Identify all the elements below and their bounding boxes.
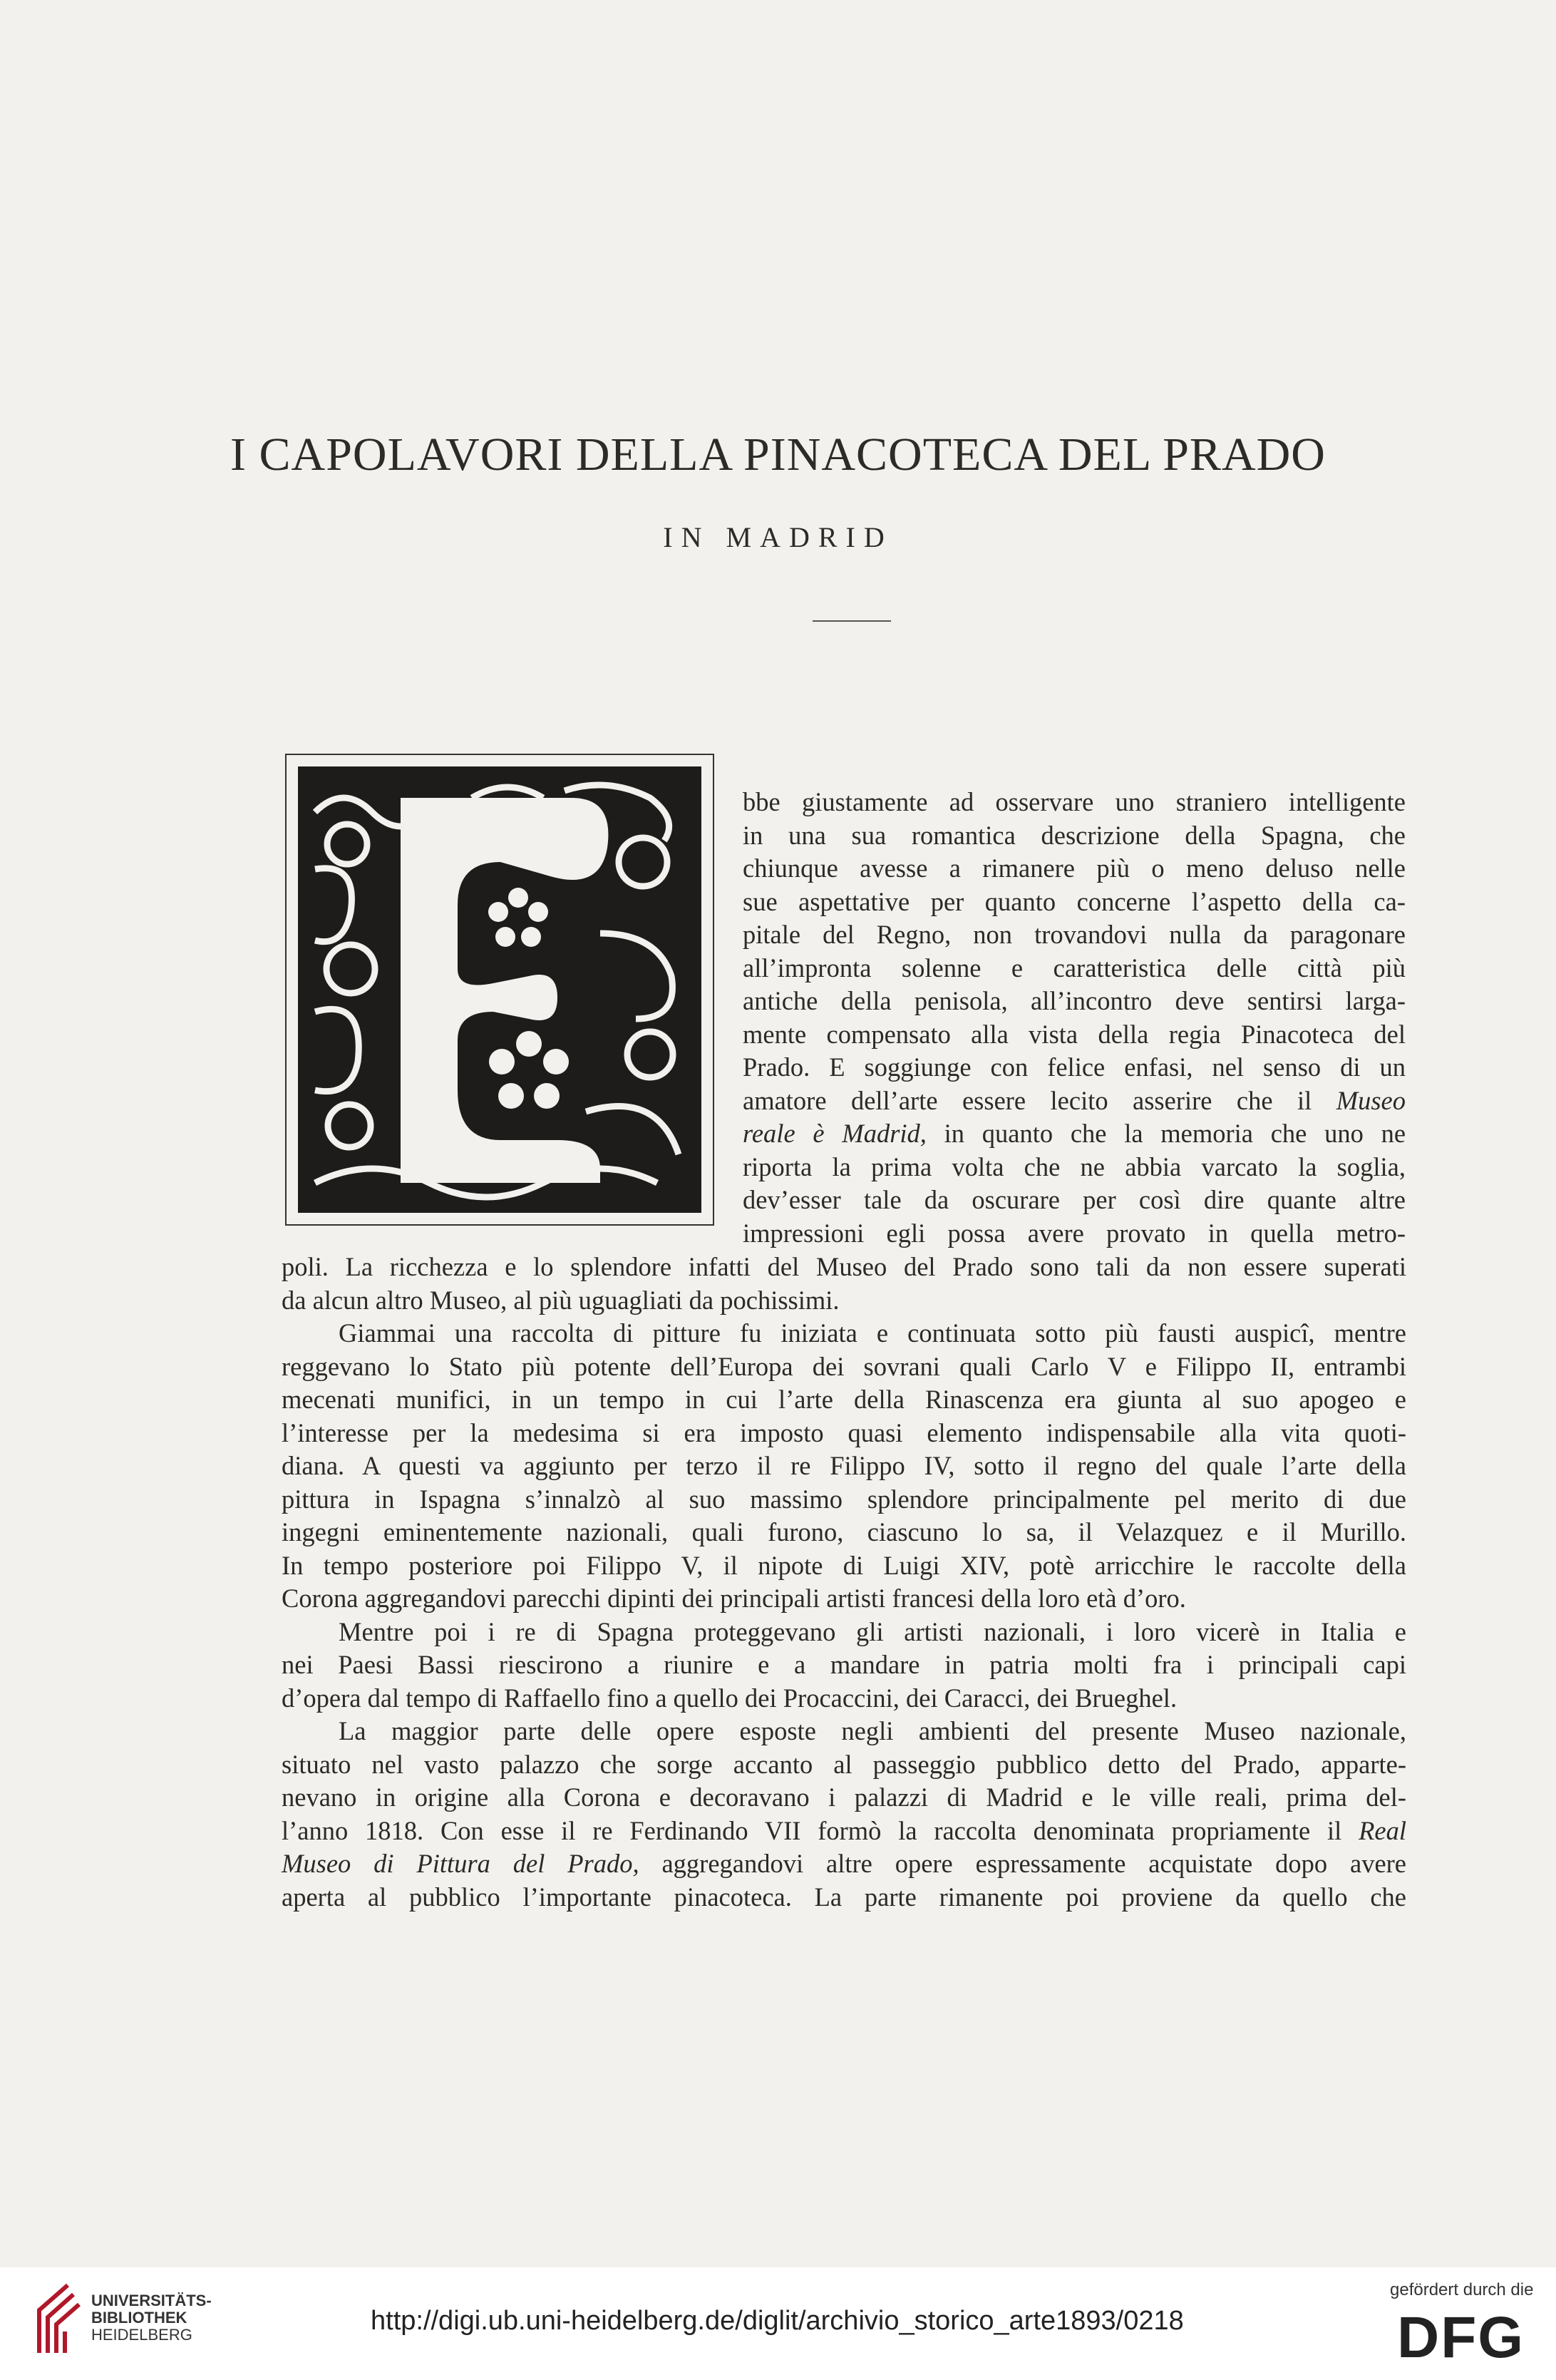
- text-line: l’anno 1818. Con esse il re Ferdinando VII formò la raccolta denominata propriamente il Real: [282, 1815, 1406, 1845]
- library-name: UNIVERSITÄTS- BIBLIOTHEK HEIDELBERG: [91, 2292, 212, 2344]
- text-line: riporta la prima volta che ne abbia varcato la soglia,: [743, 1151, 1406, 1181]
- text-line: pitale del Regno, non trovandovi nulla da paragonare: [743, 920, 1406, 949]
- ornamental-initial-icon: [287, 755, 713, 1224]
- text-line: reggevano lo Stato più potente dell’Europa dei sovrani quali Carlo V e Filippo II, entrambi: [282, 1351, 1406, 1381]
- page-url-link[interactable]: http://digi.ub.uni-heidelberg.de/diglit/archivio_storico_arte1893/0218: [371, 2306, 1184, 2336]
- text-line: mecenati munifici, in un tempo in cui l’arte della Rinascenza era giunta al suo apogeo e: [282, 1385, 1406, 1414]
- text-line: amatore dell’arte essere lecito asserire che il Museo: [743, 1085, 1406, 1115]
- dfg-logo: DFG: [1397, 2305, 1525, 2370]
- text-line: Corona aggregandovi parecchi dipinti dei principali artisti francesi della loro età d’oro.: [282, 1584, 1186, 1613]
- text-line: in una sua romantica descrizione della Spagna, che: [743, 820, 1406, 850]
- library-logo-icon: [32, 2282, 82, 2360]
- text-line: Giammai una raccolta di pitture fu iniziata e continuata sotto più fausti auspicî, mentre: [339, 1318, 1406, 1348]
- text-line: Mentre poi i re di Spagna proteggevano gli artisti nazionali, i loro vicerè in Italia e: [339, 1616, 1406, 1646]
- text-line: Prado. E soggiunge con felice enfasi, nel senso di un: [743, 1052, 1406, 1082]
- italic-text: Museo di Pittura del Prado,: [282, 1849, 639, 1878]
- text-line: nei Paesi Bassi riescirono a riunire e a mandare in patria molti fra i principali capi: [282, 1650, 1406, 1679]
- text-line: bbe giustamente ad osservare uno straniero intelligente: [743, 787, 1406, 816]
- text-line: diana. A questi va aggiunto per terzo il re Filippo IV, sotto il regno del quale l’arte della: [282, 1451, 1406, 1480]
- italic-text: Museo: [1336, 1085, 1406, 1115]
- text-line: mente compensato alla vista della regia Pinacoteca del: [743, 1019, 1406, 1049]
- text-line: pittura in Ispagna s’innalzò al suo massimo splendore principalmente pel merito di due: [282, 1484, 1406, 1514]
- text-line: dev’esser tale da oscurare per così dire quante altre: [743, 1185, 1406, 1214]
- text-line: In tempo posteriore poi Filippo V, il nipote di Luigi XIV, potè arricchire le raccolte della: [282, 1550, 1406, 1580]
- text-line: da alcun altro Museo, al più uguagliati da pochissimi.: [282, 1285, 840, 1315]
- wrapped-paragraph: [743, 786, 1406, 1250]
- article-subtitle: IN MADRID: [663, 521, 893, 553]
- text-line: antiche della penisola, all’incontro deve sentirsi larga-: [743, 986, 1406, 1015]
- article-title: I CAPOLAVORI DELLA PINACOTECA DEL PRADO: [230, 429, 1326, 481]
- text-line: all’impronta solenne e caratteristica delle città più: [743, 953, 1406, 983]
- decorated-initial-e: [285, 754, 714, 1226]
- text-line: ingegni eminentemente nazionali, quali furono, ciascuno lo sa, il Velazquez e il Murillo.: [282, 1517, 1406, 1547]
- italic-text: Real: [1359, 1815, 1406, 1845]
- funding-note: gefördert durch die: [1390, 2280, 1534, 2299]
- title-divider: [813, 620, 891, 622]
- text-line: poli. La ricchezza e lo splendore infatti del Museo del Prado sono tali da non essere superati: [282, 1252, 1406, 1281]
- italic-text: reale è Madrid,: [743, 1119, 927, 1148]
- text-line: l’interesse per la medesima si era imposto quasi elemento indispensabile alla vita quoti-: [282, 1417, 1406, 1447]
- text-line: reale è Madrid, in quanto che la memoria che uno ne: [743, 1119, 1406, 1148]
- text-line: situato nel vasto palazzo che sorge accanto al passeggio pubblico detto del Prado, apparte-: [282, 1749, 1406, 1779]
- text-line: impressioni egli possa avere provato in quella metro-: [743, 1218, 1406, 1248]
- text-line: chiunque avesse a rimanere più o meno deluso nelle: [743, 853, 1406, 883]
- text-line: d’opera dal tempo di Raffaello fino a quello dei Procaccini, dei Caracci, dei Brueghel.: [282, 1683, 1178, 1713]
- text-line: sue aspettative per quanto concerne l’aspetto della ca-: [743, 886, 1406, 916]
- body-text: [282, 1251, 1406, 1914]
- text-line: La maggior parte delle opere esposte negli ambienti del presente Museo nazionale,: [339, 1716, 1406, 1745]
- text-line: aperta al pubblico l’importante pinacoteca. La parte rimanente poi proviene da quello che: [282, 1882, 1406, 1912]
- text-line: Museo di Pittura del Prado, aggregandovi altre opere espressamente acquistate dopo avere: [282, 1849, 1406, 1878]
- text-line: nevano in origine alla Corona e decoravano i palazzi di Madrid e le ville reali, prima del-: [282, 1783, 1406, 1812]
